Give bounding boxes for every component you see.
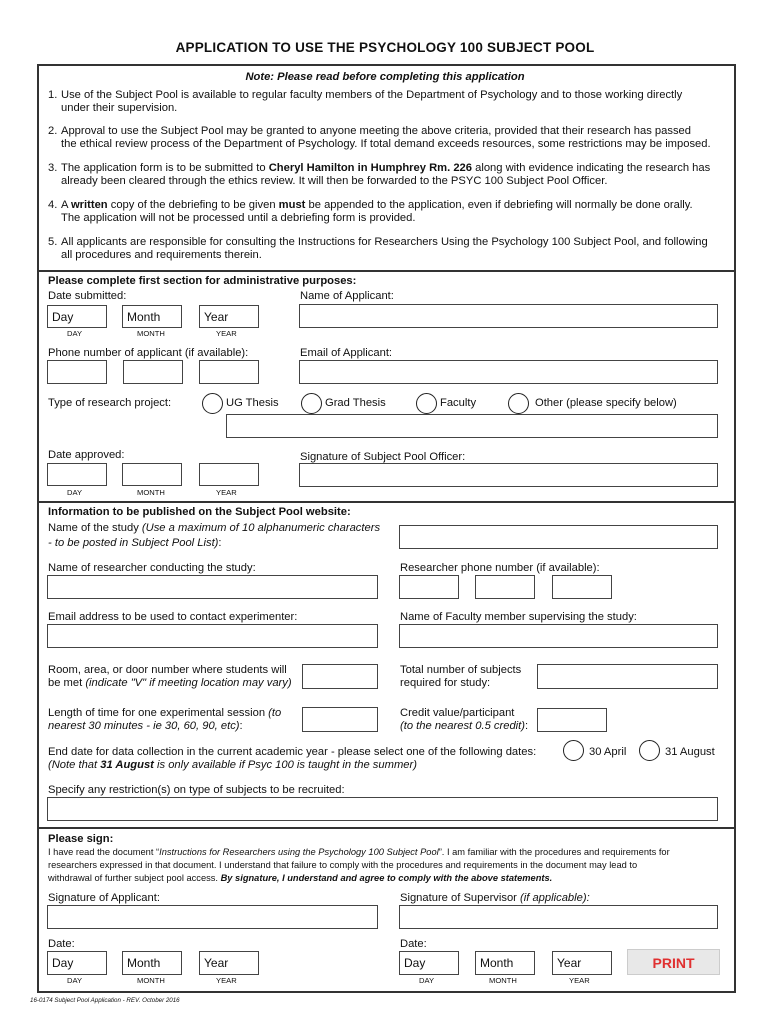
phone-label: Phone number of applicant (if available): <box>48 347 249 359</box>
sign-paragraph-1: I have read the document “Instructions for Researchers using the Psychology 100 Subject Pool”. I am familiar with the procedures and requirements for <box>48 847 670 857</box>
researcher-phone-label: Researcher phone number (if available): <box>400 562 600 574</box>
email-applicant-input[interactable] <box>299 360 718 384</box>
footer-revision: 16-0174 Subject Pool Application - REV. October 2016 <box>30 997 180 1004</box>
radio-ug-thesis[interactable] <box>202 393 223 414</box>
total-subjects-label: Total number of subjects <box>400 664 522 676</box>
radio-faculty[interactable] <box>416 393 437 414</box>
month-caption: MONTH <box>137 329 165 338</box>
supervisor-date-label: Date: <box>400 938 427 950</box>
credit-label: Credit value/participant <box>400 707 515 719</box>
research-type-label: Type of research project: <box>48 397 172 409</box>
date-submitted-day[interactable]: Day <box>47 305 107 328</box>
session-length-label: Length of time for one experimental session (to <box>48 707 282 719</box>
date-submitted-label: Date submitted: <box>48 290 127 302</box>
supervisor-date-day[interactable]: Day <box>399 951 459 975</box>
email-experimenter-input[interactable] <box>47 624 378 648</box>
note-item: 5. All applicants are responsible for consulting the Instructions for Researchers Using the Psychology 100 Subject Pool, and following all procedures and requirements therein. <box>48 236 708 262</box>
radio-other[interactable] <box>508 393 529 414</box>
other-specify-input[interactable] <box>226 414 718 438</box>
researcher-phone-1[interactable] <box>399 575 459 599</box>
date-approved-day[interactable] <box>47 463 107 486</box>
note-item: 3. The application form is to be submitted to Cheryl Hamilton in Humphrey Rm. 226 along with evidence indicating the research has already been cleared through the ethics review. It will then be forwarded to the PSYC 100 Subject Pool Officer. <box>48 162 711 188</box>
total-subjects-label-2: required for study: <box>400 677 491 689</box>
date-approved-month[interactable] <box>122 463 182 486</box>
researcher-phone-3[interactable] <box>552 575 612 599</box>
print-button[interactable]: PRINT <box>627 949 720 975</box>
day-caption: DAY <box>67 976 83 985</box>
note-item: 4. A written copy of the debriefing to be given must be appended to the application, even if debriefing will normally be done orally. The application will not be processed until a debriefing form is provided. <box>48 199 693 225</box>
researcher-input[interactable] <box>47 575 378 599</box>
applicant-date-label: Date: <box>48 938 75 950</box>
faculty-label: Faculty <box>440 397 477 409</box>
date-approved-label: Date approved: <box>48 449 125 461</box>
grad-thesis-label: Grad Thesis <box>325 397 386 409</box>
website-heading: Information to be published on the Subject Pool website: <box>48 506 351 518</box>
room-input[interactable] <box>302 664 378 689</box>
supervisor-date-year[interactable]: Year <box>552 951 612 975</box>
august-label: 31 August <box>665 746 715 758</box>
credit-input[interactable] <box>537 708 607 732</box>
faculty-supervisor-label: Name of Faculty member supervising the study: <box>400 611 637 623</box>
date-approved-year[interactable] <box>199 463 259 486</box>
day-caption: DAY <box>67 329 83 338</box>
april-label: 30 April <box>589 746 627 758</box>
study-name-label: Name of the study (Use a maximum of 10 alphanumeric characters <box>48 522 381 534</box>
sign-paragraph-2: researchers expressed in that document. I understand that failure to comply with the procedures and requirements in the document may lead to <box>48 860 638 870</box>
study-name-input[interactable] <box>399 525 718 549</box>
divider <box>37 270 736 272</box>
radio-grad-thesis[interactable] <box>301 393 322 414</box>
signature-officer-input[interactable] <box>299 463 718 487</box>
month-caption: MONTH <box>137 976 165 985</box>
day-caption: DAY <box>67 488 83 497</box>
email-experimenter-label: Email address to be used to contact experimenter: <box>48 611 298 623</box>
note-item: 2. Approval to use the Subject Pool may be granted to anyone meeting the above criteria, provided that their research has passed the ethical review process of the Department of Psychology. If total demand exceeds resources, some restrictions may be imposed. <box>48 125 711 151</box>
researcher-phone-2[interactable] <box>475 575 535 599</box>
researcher-label: Name of researcher conducting the study: <box>48 562 256 574</box>
restrictions-input[interactable] <box>47 797 718 821</box>
phone-part-2[interactable] <box>123 360 183 384</box>
month-caption: MONTH <box>137 488 165 497</box>
sign-paragraph-3: withdrawal of further subject pool access. By signature, I understand and agree to comply with the above statements. <box>48 873 553 883</box>
date-submitted-year[interactable]: Year <box>199 305 259 328</box>
session-length-label-2: nearest 30 minutes - ie 30, 60, 90, etc): <box>48 720 243 732</box>
divider <box>37 827 736 829</box>
phone-part-1[interactable] <box>47 360 107 384</box>
end-date-label: End date for data collection in the current academic year - please select one of the following dates: <box>48 746 537 758</box>
signature-supervisor-label: Signature of Supervisor (if applicable): <box>400 892 590 904</box>
page-title: APPLICATION TO USE THE PSYCHOLOGY 100 SUBJECT POOL <box>175 40 595 55</box>
phone-part-3[interactable] <box>199 360 259 384</box>
day-caption: DAY <box>419 976 435 985</box>
applicant-date-month[interactable]: Month <box>122 951 182 975</box>
ug-thesis-label: UG Thesis <box>226 397 279 409</box>
email-applicant-label: Email of Applicant: <box>300 347 393 359</box>
applicant-date-day[interactable]: Day <box>47 951 107 975</box>
study-name-label-2: - to be posted in Subject Pool List): <box>48 537 222 549</box>
signature-applicant-label: Signature of Applicant: <box>48 892 160 904</box>
date-submitted-month[interactable]: Month <box>122 305 182 328</box>
year-caption: YEAR <box>216 488 237 497</box>
month-caption: MONTH <box>489 976 517 985</box>
year-caption: YEAR <box>216 329 237 338</box>
note-title: Note: Please read before completing this application <box>245 71 525 83</box>
supervisor-date-month[interactable]: Month <box>475 951 535 975</box>
credit-label-2: (to the nearest 0.5 credit): <box>400 720 529 732</box>
divider <box>37 501 736 503</box>
room-label-2: be met (indicate "V" if meeting location may vary) <box>48 677 292 689</box>
signature-supervisor-input[interactable] <box>399 905 718 929</box>
session-length-input[interactable] <box>302 707 378 732</box>
name-applicant-input[interactable] <box>299 304 718 328</box>
applicant-date-year[interactable]: Year <box>199 951 259 975</box>
end-date-note: (Note that 31 August is only available if Psyc 100 is taught in the summer) <box>48 759 417 771</box>
admin-heading: Please complete first section for administrative purposes: <box>48 275 357 287</box>
signature-officer-label: Signature of Subject Pool Officer: <box>300 451 466 463</box>
restrictions-label: Specify any restriction(s) on type of subjects to be recruited: <box>48 784 345 796</box>
radio-30-april[interactable] <box>563 740 584 761</box>
name-applicant-label: Name of Applicant: <box>300 290 394 302</box>
total-subjects-input[interactable] <box>537 664 718 689</box>
signature-applicant-input[interactable] <box>47 905 378 929</box>
year-caption: YEAR <box>569 976 590 985</box>
other-label: Other (please specify below) <box>535 397 677 409</box>
year-caption: YEAR <box>216 976 237 985</box>
sign-heading: Please sign: <box>48 833 114 845</box>
radio-31-august[interactable] <box>639 740 660 761</box>
faculty-supervisor-input[interactable] <box>399 624 718 648</box>
room-label: Room, area, or door number where students will <box>48 664 287 676</box>
note-item: 1. Use of the Subject Pool is available to regular faculty members of the Department of Psychology and to those working directly under their supervision. <box>48 89 683 115</box>
